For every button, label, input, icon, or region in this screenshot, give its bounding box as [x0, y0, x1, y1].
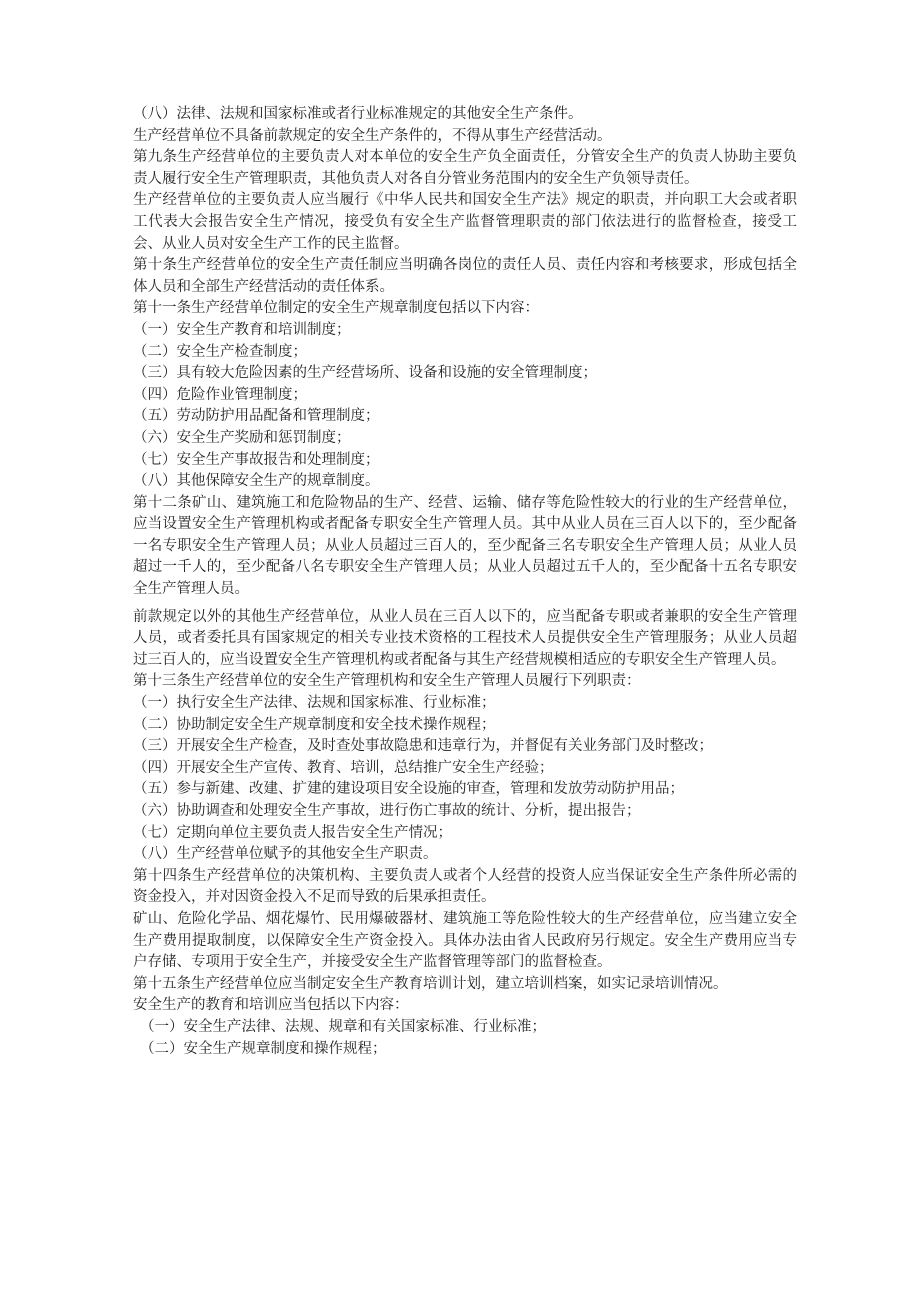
list-item: （四）开展安全生产宣传、教育、培训，总结推广安全生产经验；	[133, 759, 554, 776]
list-item: （二）协助制定安全生产规章制度和安全技术操作规程；	[133, 716, 496, 733]
list-item: （六）协助调查和处理安全生产事故，进行伤亡事故的统计、分析，提出报告；	[133, 803, 641, 819]
document-body	[133, 104, 797, 1060]
paragraph: 安全生产的教育和培训应当包括以下内容：	[133, 997, 409, 1014]
paragraph: 生产经营单位的主要负责人应当履行《中华人民共和国安全生产法》规定的职责，并向职工大会或者职工代表大会报告安全生产情况，接受负有安全生产监督管理职责的部门依法进行的监督检查，接受工会、从业人员对安全生产工作的民主监督。	[133, 192, 797, 252]
list-item: （七）定期向单位主要负责人报告安全生产情况；	[133, 824, 452, 841]
paragraph: 生产经营单位不具备前款规定的安全生产条件的，不得从事生产经营活动。	[133, 127, 612, 144]
paragraph: 第十二条矿山、建筑施工和危险物品的生产、经营、运输、储存等危险性较大的行业的生产经营单位，应当设置安全生产管理机构或者配备专职安全生产管理人员。其中从业人员在三百人以下的，至少配备一名专职安全生产管理人员；从业人员超过三百人的，至少配备三名专职安全生产管理人员；从业人员超过一千人的，至少配备八名专职安全生产管理人员；从业人员超过五千人的，至少配备十五名专职安全生产管理人员。	[133, 494, 797, 598]
list-item: （八）生产经营单位赋予的其他安全生产职责。	[133, 846, 438, 863]
list-item: （五）参与新建、改建、扩建的建设项目安全设施的审查，管理和发放劳动防护用品；	[133, 781, 684, 798]
paragraph: 前款规定以外的其他生产经营单位，从业人员在三百人以下的，应当配备专职或者兼职的安全生产管理人员，或者委托具有国家规定的相关专业技术资格的工程技术人员提供安全生产管理服务；从业人员超过三百人的，应当设置安全生产管理机构或者配备与其生产经营规模相适应的专职安全生产管理人员。	[133, 608, 797, 668]
paragraph: 第十一条生产经营单位制定的安全生产规章制度包括以下内容：	[133, 300, 539, 317]
list-item: （六）安全生产奖励和惩罚制度；	[133, 429, 351, 446]
list-item: （一）执行安全生产法律、法规和国家标准、行业标准；	[133, 695, 496, 712]
paragraph: 矿山、危险化学品、烟花爆竹、民用爆破器材、建筑施工等危险性较大的生产经营单位，应当建立安全生产费用提取制度，以保障安全生产资金投入。具体办法由省人民政府另行规定。安全生产费用应当专户存储、专项用于安全生产，并接受安全生产监督管理等部门的监督检查。	[133, 910, 797, 971]
paragraph: （八）法律、法规和国家标准或者行业标准规定的其他安全生产条件。	[133, 106, 583, 122]
list-item: （一）安全生产法律、法规、规章和有关国家标准、行业标准；	[140, 1018, 546, 1035]
paragraph: 第十五条生产经营单位应当制定安全生产教育培训计划，建立培训档案，如实记录培训情况。	[133, 975, 728, 992]
paragraph: 第十四条生产经营单位的决策机构、主要负责人或者个人经营的投资人应当保证安全生产条件所必需的资金投入，并对因资金投入不足而导致的后果承担责任。	[133, 867, 797, 906]
paragraph: 第十条生产经营单位的安全生产责任制应当明确各岗位的责任人员、责任内容和考核要求，形成包括全体人员和全部生产经营活动的责任体系。	[133, 257, 797, 295]
list-item: （四）危险作业管理制度；	[133, 386, 307, 403]
paragraph: 第九条生产经营单位的主要负责人对本单位的安全生产负全面责任，分管安全生产的负责人协助主要负责人履行安全生产管理职责，其他负责人对各自分管业务范围内的安全生产负领导责任。	[133, 149, 797, 187]
list-item: （七）安全生产事故报告和处理制度；	[133, 451, 380, 468]
paragraph: 第十三条生产经营单位的安全生产管理机构和安全生产管理人员履行下列职责：	[133, 673, 641, 690]
list-item: （三）开展安全生产检查，及时查处事故隐患和违章行为，并督促有关业务部门及时整改；	[133, 738, 713, 755]
list-item: （五）劳动防护用品配备和管理制度；	[133, 408, 380, 425]
list-item: （三）具有较大危险因素的生产经营场所、设备和设施的安全管理制度；	[133, 365, 597, 382]
list-item: （一）安全生产教育和培训制度；	[133, 321, 351, 338]
list-item: （二）安全生产检查制度；	[133, 343, 307, 360]
list-item: （八）其他保障安全生产的规章制度。	[133, 473, 380, 490]
list-item: （二）安全生产规章制度和操作规程；	[140, 1040, 387, 1057]
